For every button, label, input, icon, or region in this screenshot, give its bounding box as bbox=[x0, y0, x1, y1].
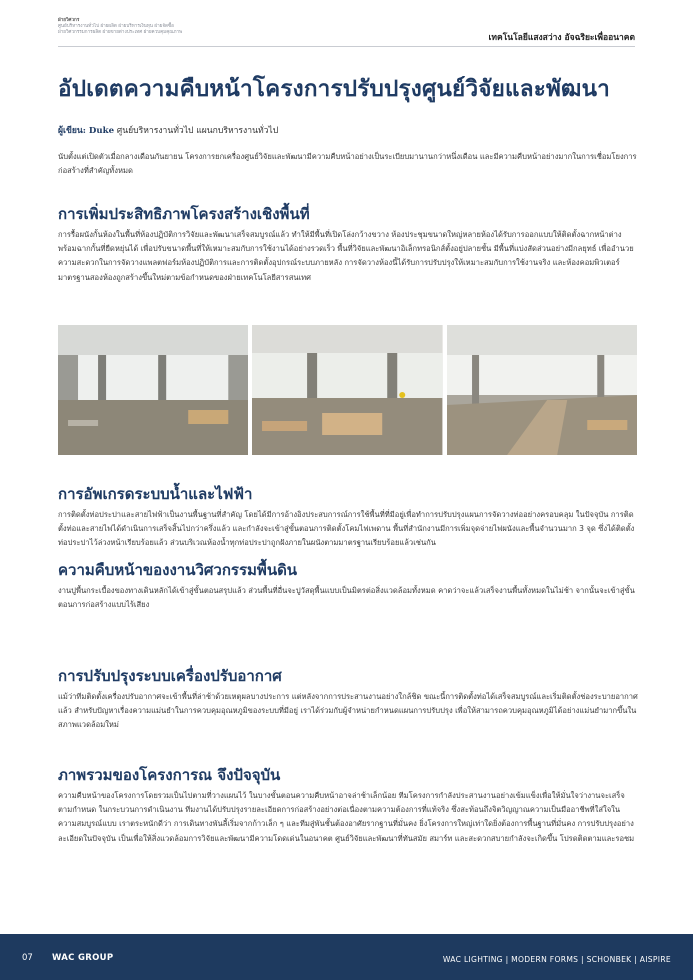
photo-strip bbox=[58, 325, 637, 455]
section-body-utilities: การติดตั้งท่อประปาและสายไฟฟ้าเป็นงานพื้นฐานที่สำคัญ โดยได้มีการอ้างอิงประสบการณ์การใช้พื้นที่ที่มีอยู่เพื่อทำการปรับปรุงแผนการจัดวางท่ออย่างครอบคลุม ในปัจจุบัน การติดตั้งท่อและสายไฟได้ดำเนินการเสร็จสิ้นไปกว่าครึ่งแล้ว และกำลังจะเข้าสู่ขั้นตอนการติดตั้งโคมไฟเพดาน พื้นที่สำนักงานมีการเพิ่มจุดจ่ายไฟผนังและพื้นจำนวนมาก 3 จุด ซึ่งได้ติดตั้งท่อประปาไว้ล่วงหน้าเรียบร้อยแล้ว ส่วนบริเวณห้องน้ำทุกท่อประปาถูกฝังภายในผนังตามมาตรฐานเรียบร้อยแล้วเช่นกัน bbox=[58, 510, 635, 548]
footer-bar bbox=[0, 934, 693, 980]
section-heading-overview: ภาพรวมของโครงการณ จึงปัจจุบัน bbox=[58, 766, 281, 784]
section-body-spatial: การรื้อผนังกั้นห้องในพื้นที่ห้องปฏิบัติการวิจัยและพัฒนาเสร็จสมบูรณ์แล้ว ทำให้มีพื้นที่เปิดโล่งกว้างขวาง ห้องประชุมขนาดใหญ่หลายห้องได้รับการออกแบบให้ติดตั้งฉากหน้าต่าง พร้อมฉากกั้นที่ยืดหยุ่นได้ เพื่อปรับขนาดพื้นที่ให้เหมาะสมกับการใช้งานได้อย่างรวดเร็ว พื้นที่วิจัยและพัฒนาอิเล็กทรอนิกส์ตั้งอยู่ปลายชั้น มีพื้นที่แบ่งสัดส่วนอย่างมีกลยุทธ์ เพื่ออำนวยความสะดวกในการจัดวางแพลตฟอร์มห้องปฏิบัติการและการติดตั้งอุปกรณ์ระบบภายหลัง การจัดวางห้องนี้ได้รับการปรับปรุงให้เหมาะสมกับการใช้งานจริง และห้องคอมพิวเตอร์มาตรฐานสองห้องถูกสร้างขึ้นใหม่ตามข้อกำหนดของฝ่ายเทคโนโลยีสารสนเทศ bbox=[58, 230, 634, 282]
header-tagline: เทคโนโลยีแสงสว่าง อัจฉริยะเพื่ออนาคต bbox=[488, 33, 635, 43]
footer-brands: WAC LIGHTING | MODERN FORMS | SCHONBEK | AISPIRE bbox=[442, 955, 671, 964]
author-label: ผู้เขียน: Duke bbox=[58, 126, 115, 136]
page-number: 07 bbox=[22, 953, 33, 963]
section-body-overview: ความคืบหน้าของโครงการโดยรวมเป็นไปตามที่วางแผนไว้ ในบางขั้นตอนความคืบหน้าอาจล่าช้าเล็กน้อย ทีมโครงการกำลังประสานงานอย่างเข้มแข็งเพื่อให้มั่นใจว่างานจะเสร็จตามกำหนด ในกระบวนการดำเนินงาน ทีมงานได้ปรับปรุงรายละเอียดการก่อสร้างอย่างต่อเนื่องตามความต้องการที่แท้จริง ซึ่งสะท้อนถึงจิตวิญญาณความเป็นมืออาชีพที่ใส่ใจในความสมบูรณ์แบบ เราตระหนักดีว่า การเดินทางพันลี้เริ่มจากก้าวเล็ก ๆ และทีมสู่พันชั้นต้องอาศัยรากฐานที่มั่นคง ยิ่งโครงการใหญ่เท่าใดยิ่งต้องการพื้นฐานที่มั่นคง การปรับปรุงอย่างละเอียดในปัจจุบัน เป็นเพื่อให้สิ่งแวดล้อมการวิจัยและพัฒนามีความโดดเด่นในอนาคต ศูนย์วิจัยและพัฒนาที่ทันสมัย สมาร์ท และสะดวกสบายกำลังจะเกิดขึ้น โปรดติดตามและรอชม bbox=[58, 791, 635, 843]
section-heading-spatial: การเพิ่มประสิทธิภาพโครงสร้างเชิงพื้นที่ bbox=[58, 205, 310, 223]
construction-photo-1 bbox=[58, 325, 248, 455]
header-divider bbox=[58, 46, 635, 47]
section-heading-utilities: การอัพเกรดระบบน้ำและไฟฟ้า bbox=[58, 485, 253, 503]
page-title: อัปเดตความคืบหน้าโครงการปรับปรุงศูนย์วิจัยและพัฒนา bbox=[58, 76, 610, 102]
author-line bbox=[58, 123, 278, 137]
intro-paragraph: นับตั้งแต่เปิดตัวเมื่อกลางเดือนกันยายน โครงการยกเครื่องศูนย์วิจัยและพัฒนามีความคืบหน้าอย่างเป็นระเบียบมานานกว่าหนึ่งเดือน และมีความคืบหน้าอย่างมากในการเชื่อมโยงการก่อสร้างที่สำคัญทั้งหมด bbox=[58, 152, 637, 176]
header-left-line: ฝ่ายวิศวกรรมการผลิต ฝ่ายขายต่างประเทศ ฝ่ายควบคุมคุณภาพ bbox=[58, 30, 183, 36]
header-department-info bbox=[58, 18, 308, 37]
construction-photo-2 bbox=[252, 325, 442, 455]
section-heading-hvac: การปรับปรุงระบบเครื่องปรับอากาศ bbox=[58, 667, 282, 685]
section-body-flooring: งานปูพื้นกระเบื้องของทางเดินหลักได้เข้าสู่ขั้นตอนสรุปแล้ว ส่วนพื้นที่อื่นจะปูวัสดุพื้นแบบเป็นมิตรต่อสิ่งแวดล้อมทั้งหมด คาดว่าจะแล้วเสร็จงานพื้นทั้งหมดในไม่ช้า จากนั้นจะเข้าสู่ขั้นตอนการก่อสร้างแบบไร้เสียง bbox=[58, 586, 635, 610]
author-role: ศูนย์บริหารงานทั่วไป แผนกบริหารงานทั่วไป bbox=[116, 126, 279, 136]
section-body-hvac: แม้ว่าทีมติดตั้งเครื่องปรับอากาศจะเข้าพื้นที่ล่าช้าด้วยเหตุผลบางประการ แต่หลังจากการประสานงานอย่างใกล้ชิด ขณะนี้การติดตั้งท่อได้เสร็จสมบูรณ์และเริ่มติดตั้งช่องระบายอากาศแล้ว สำหรับปัญหาเรื่องความแม่นยำในการควบคุมอุณหภูมิของระบบที่มีอยู่ เราได้ร่วมกับผู้จำหน่ายกำหนดแผนการปรับปรุง เพื่อให้สามารถควบคุมอุณหภูมิได้อย่างแม่นยำมากขึ้นในสภาพแวดล้อมใหม่ bbox=[58, 692, 638, 730]
header-left-line: ศูนย์บริหารงานทั่วไป ฝ่ายผลิต ฝ่ายบริหารเงินทุน ฝ่ายจัดซื้อ bbox=[58, 24, 174, 30]
section-heading-flooring: ความคืบหน้าของงานวิศวกรรมพื้นดิน bbox=[58, 561, 298, 579]
construction-photo-3 bbox=[447, 325, 637, 455]
header-left-title: ฝ่ายวิศวกร bbox=[58, 18, 80, 23]
wac-group-logo: WAC GROUP bbox=[52, 953, 114, 963]
